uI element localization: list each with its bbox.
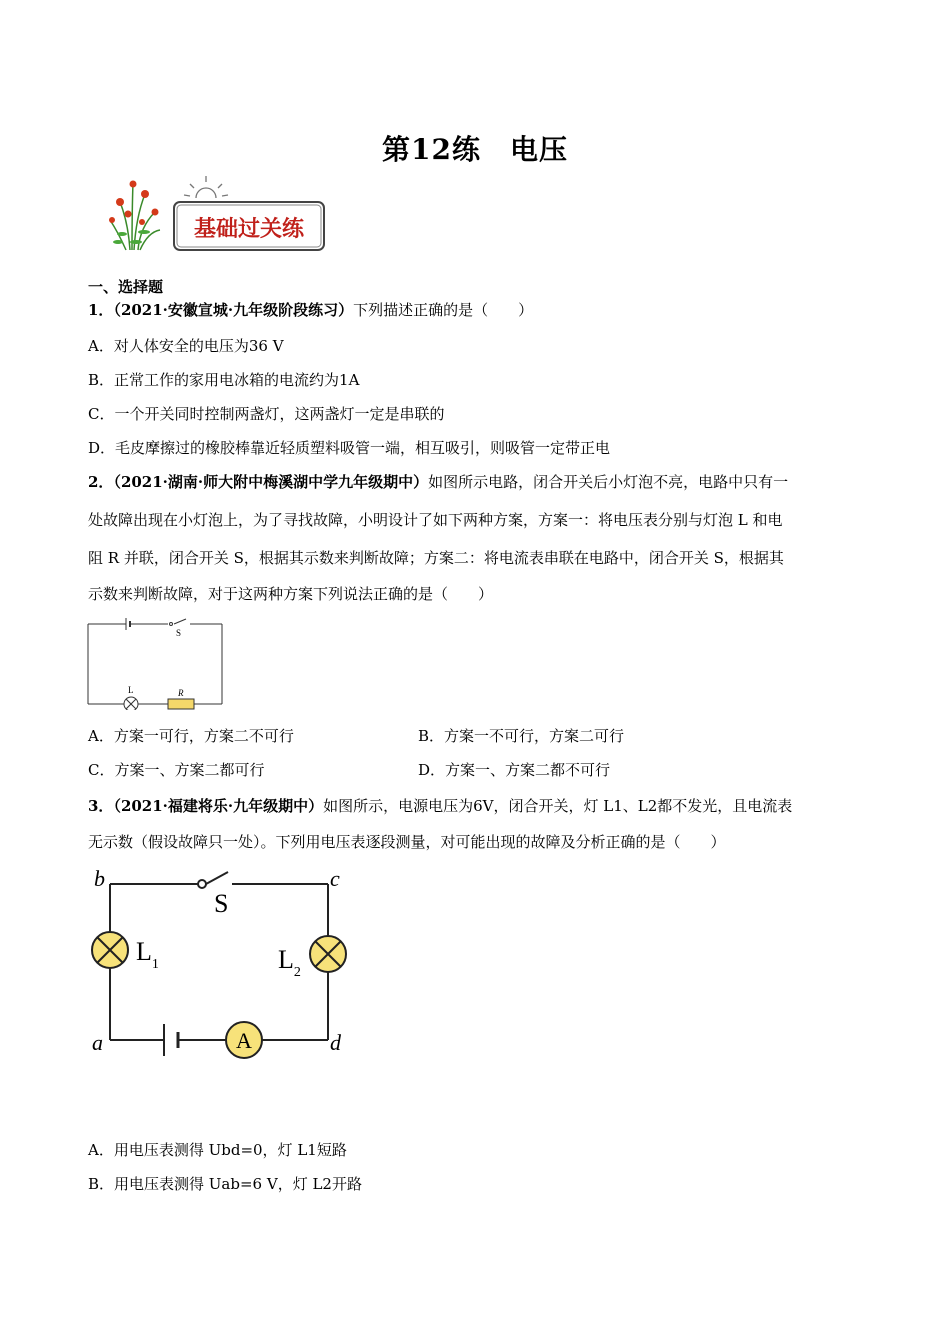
lamp-l1-icon <box>92 932 128 968</box>
q3-label-a: a <box>92 1030 103 1055</box>
banner-label: 基础过关练 <box>193 216 305 242</box>
q2-option-c: C．方案一、方案二都可行 <box>88 761 265 779</box>
question-2 <box>88 472 868 492</box>
q3-label-c: c <box>330 866 340 891</box>
q2-stem-line3: 阻 R 并联，闭合开关 S，根据其示数来判断故障；方案二：将电流表串联在电路中，闭合开关 S，根据其 <box>88 549 784 567</box>
q3-source: （2021·福建将乐·九年级期中） <box>113 797 324 815</box>
lamp-l2-icon <box>310 936 346 972</box>
q2-label-resistor: R <box>178 688 184 698</box>
ammeter-icon <box>226 1022 262 1058</box>
q2-number: 2． <box>88 473 114 491</box>
q2-label-switch: S <box>176 628 182 638</box>
resistor-icon <box>168 699 194 709</box>
section-heading: 一、选择题 <box>88 278 164 296</box>
q2-stem-line2: 处故障出现在小灯泡上，为了寻找故障，小明设计了如下两种方案，方案一：将电压表分别与灯泡 L 和电 <box>88 511 783 529</box>
q1-source: （2021·安徽宣城·九年级阶段练习） <box>113 301 354 319</box>
q1-option-b: B．正常工作的家用电冰箱的电流约为1A <box>88 371 360 389</box>
question-1 <box>88 300 868 320</box>
q2-label-lamp: L <box>128 685 134 695</box>
q3-option-a: A．用电压表测得 Ubd=0，灯 L1短路 <box>88 1141 347 1159</box>
q2-options-row2 <box>88 760 868 780</box>
q3-stem-line2: 无示数（假设故障只一处）。下列用电压表逐段测量，对可能出现的故障及分析正确的是（ ） <box>88 833 726 851</box>
q2-stem-line1: 如图所示电路，闭合开关后小灯泡不亮，电路中只有一 <box>428 473 789 491</box>
q3-option-b: B．用电压表测得 Uab=6 V，灯 L2开路 <box>88 1175 362 1193</box>
q3-label-b: b <box>94 866 105 891</box>
q3-stem-line1: 如图所示，电源电压为6V，闭合开关，灯 L1、L2都不发光，且电流表 <box>323 797 793 815</box>
q2-option-a: A．方案一可行，方案二不可行 <box>88 727 294 745</box>
q3-number: 3． <box>88 797 114 815</box>
q2-source: （2021·湖南·师大附中梅溪湖中学九年级期中） <box>113 473 429 491</box>
q2-stem-line4: 示数来判断故障，对于这两种方案下列说法正确的是（ ） <box>88 585 494 603</box>
page-title: 第12练 电压 <box>382 133 568 166</box>
q2-option-d: D．方案一、方案二都不可行 <box>418 761 611 779</box>
q3-label-switch: S <box>214 889 229 918</box>
q3-label-ammeter: A <box>236 1028 252 1053</box>
q1-option-d: D．毛皮摩擦过的橡胶棒靠近轻质塑料吸管一端，相互吸引，则吸管一定带正电 <box>88 439 611 457</box>
question-3 <box>88 796 868 816</box>
q3-label-l1: $L_1$ <box>136 937 159 972</box>
q3-label-l2: $L_2$ <box>278 945 301 980</box>
q1-option-a: A．对人体安全的电压为36 V <box>88 337 284 355</box>
q2-options-row1 <box>88 726 868 746</box>
q2-circuit-diagram <box>86 614 228 710</box>
q2-option-b: B．方案一不可行，方案二可行 <box>418 727 625 745</box>
section-banner <box>100 172 330 258</box>
q1-option-c: C．一个开关同时控制两盏灯，这两盏灯一定是串联的 <box>88 405 445 423</box>
q3-circuit-diagram <box>86 864 356 1064</box>
q1-number: 1． <box>88 301 114 319</box>
flower-icon <box>100 172 330 254</box>
q1-stem: 下列描述正确的是（ ） <box>353 301 534 319</box>
q3-label-d: d <box>330 1030 341 1055</box>
